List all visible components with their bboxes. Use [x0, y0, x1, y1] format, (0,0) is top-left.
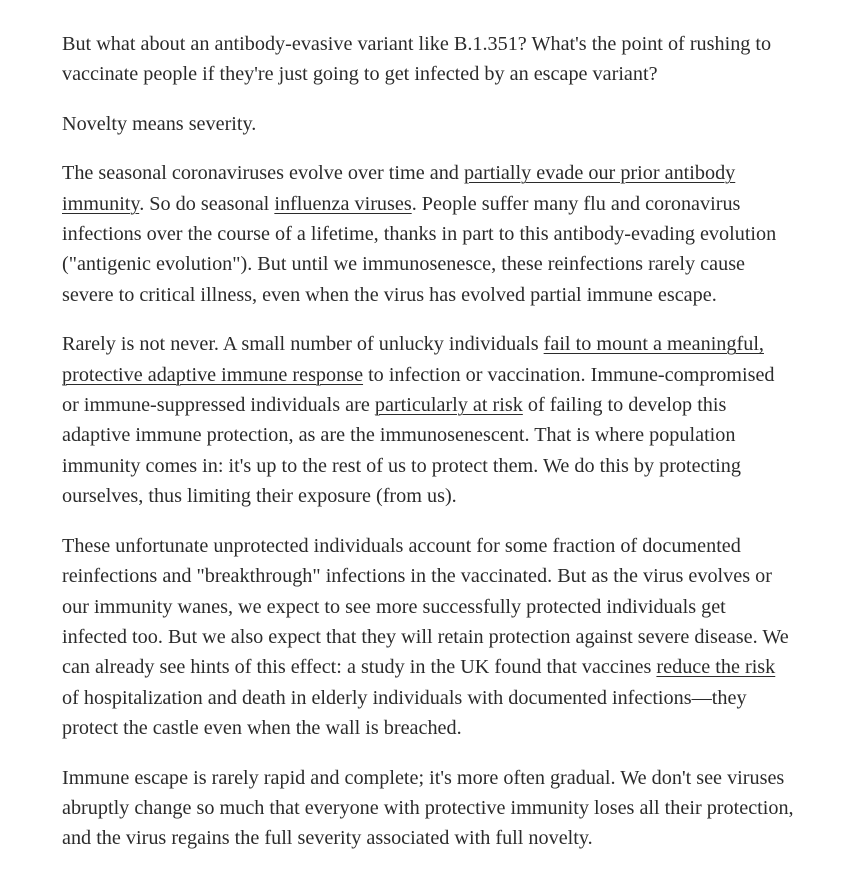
link-partially-evade-immunity[interactable]: partially evade our prior antibody immunity — [62, 162, 736, 215]
paragraph-escape-variant-question — [62, 29, 794, 90]
paragraph-text: The seasonal coronaviruses evolve over time and — [62, 162, 464, 185]
paragraph-text: of failing to develop this adaptive immune protection, as are the immunosenescent. That is where population immunity comes in: it's up to the rest of us to protect them. We do this by protecting ourselves, thus limiting their exposure (from us). — [62, 394, 741, 508]
paragraph-unprotected-individuals — [62, 531, 794, 744]
paragraph-seasonal-coronaviruses — [62, 158, 794, 310]
paragraph-novelty-severity — [62, 109, 794, 139]
paragraph-text: These unfortunate unprotected individuals account for some fraction of documented reinfections and "breakthrough" infections in the vaccinated. But as the virus evolves or our immunity wanes, we expect to see more successfully protected individuals get infected too. But we also expect that they will retain protection against severe disease. We can already see hints of this effect: a study in the UK found that vaccines — [62, 534, 789, 679]
link-reduce-the-risk[interactable]: reduce the risk — [656, 656, 776, 679]
paragraph-text: But what about an antibody-evasive variant like B.1.351? What's the point of rushing to vaccinate people if they're just going to get infected by an escape variant? — [62, 33, 772, 86]
paragraph-immune-escape-gradual — [62, 763, 794, 854]
paragraph-text: . So do seasonal — [139, 192, 275, 215]
link-particularly-at-risk[interactable]: particularly at risk — [374, 394, 523, 417]
paragraph-text: Novelty means severity. — [62, 112, 257, 135]
link-influenza-viruses[interactable]: influenza viruses — [274, 192, 412, 215]
paragraph-text: . People suffer many flu and coronavirus infections over the course of a lifetime, thanks in part to this antibody-evading evolution ("antigenic evolution"). But until we immunosenesce, these reinfections rarely cause severe to critical illness, even when the virus has evolved partial immune escape. — [62, 192, 777, 306]
paragraph-rarely-not-never — [62, 329, 794, 511]
paragraph-text: to infection or vaccination. Immune-compromised or immune-suppressed individuals are — [62, 363, 775, 417]
paragraph-text: Immune escape is rarely rapid and complete; it's more often gradual. We don't see viruses abruptly change so much that everyone with protective immunity loses all their protection, and the virus regains the full severity associated with full novelty. — [62, 766, 794, 850]
link-fail-to-mount-response[interactable]: fail to mount a meaningful, protective adaptive immune response — [62, 333, 764, 386]
paragraph-text: Rarely is not never. A small number of unlucky individuals — [62, 333, 544, 356]
paragraph-text: of hospitalization and death in elderly individuals with documented infections—they protect the castle even when the wall is breached. — [62, 686, 747, 740]
article-body — [62, 29, 794, 873]
